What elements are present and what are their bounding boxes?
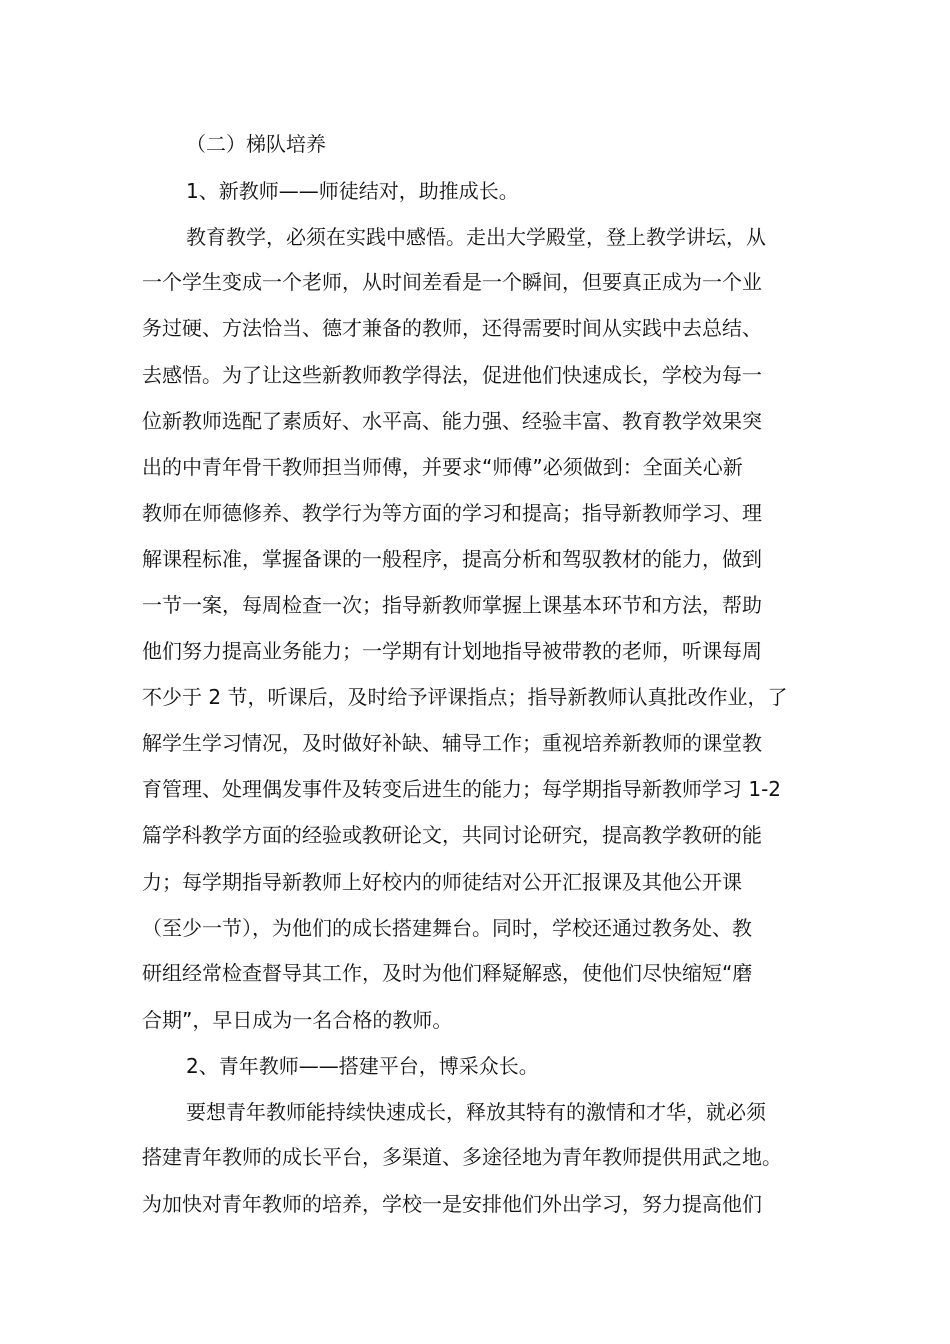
paragraph-line: 务过硬、方法恰当、德才兼备的教师，还得需要时间从实践中去总结、 bbox=[142, 316, 762, 340]
section-heading: （二）梯队培养 bbox=[186, 132, 326, 156]
subsection-heading-new-teachers: 1、新教师——师徒结对，助推成长。 bbox=[186, 179, 519, 203]
paragraph-line: 去感悟。为了让这些新教师教学得法，促进他们快速成长，学校为每一 bbox=[142, 363, 762, 387]
paragraph-line: 不少于 2 节，听课后，及时给予评课指点；指导新教师认真批改作业，了 bbox=[142, 685, 788, 709]
paragraph-line: 教育教学，必须在实践中感悟。走出大学殿堂，登上教学讲坛，从 bbox=[186, 225, 766, 249]
paragraph-line: 解学生学习情况，及时做好补缺、辅导工作；重视培养新教师的课堂教 bbox=[142, 731, 762, 755]
paragraph-line: 为加快对青年教师的培养，学校一是安排他们外出学习，努力提高他们 bbox=[142, 1192, 762, 1216]
paragraph-line: 他们努力提高业务能力；一学期有计划地指导被带教的老师，听课每周 bbox=[142, 639, 762, 663]
paragraph-line: 一节一案，每周检查一次；指导新教师掌握上课基本环节和方法，帮助 bbox=[142, 593, 762, 617]
paragraph-line: 要想青年教师能持续快速成长，释放其特有的激情和才华，就必须 bbox=[186, 1100, 766, 1124]
paragraph-line: 合期”，早日成为一名合格的教师。 bbox=[142, 1008, 453, 1032]
paragraph-line: 力；每学期指导新教师上好校内的师徒结对公开汇报课及其他公开课 bbox=[142, 870, 742, 894]
paragraph-line: 位新教师选配了素质好、水平高、能力强、经验丰富、教育教学效果突 bbox=[142, 409, 762, 433]
subsection-heading-young-teachers: 2、青年教师——搭建平台，博采众长。 bbox=[186, 1054, 539, 1078]
paragraph-line: 出的中青年骨干教师担当师傅，并要求“师傅”必须做到：全面关心新 bbox=[142, 455, 743, 479]
paragraph-line: 解课程标准，掌握备课的一般程序，提高分析和驾驭教材的能力，做到 bbox=[142, 547, 762, 571]
paragraph-line: 一个学生变成一个老师，从时间差看是一个瞬间，但要真正成为一个业 bbox=[142, 270, 762, 294]
paragraph-line: 研组经常检查督导其工作，及时为他们释疑解惑，使他们尽快缩短“磨 bbox=[142, 961, 753, 985]
paragraph-line: 教师在师德修养、教学行为等方面的学习和提高；指导新教师学习、理 bbox=[142, 501, 762, 525]
paragraph-line: 篇学科教学方面的经验或教研论文，共同讨论研究，提高教学教研的能 bbox=[142, 823, 762, 847]
paragraph-line: （至少一节），为他们的成长搭建舞台。同时，学校还通过教务处、教 bbox=[142, 916, 752, 940]
paragraph-line: 搭建青年教师的成长平台，多渠道、多途径地为青年教师提供用武之地。 bbox=[142, 1145, 782, 1169]
paragraph-line: 育管理、处理偶发事件及转变后进生的能力；每学期指导新教师学习 1-2 bbox=[142, 777, 782, 801]
